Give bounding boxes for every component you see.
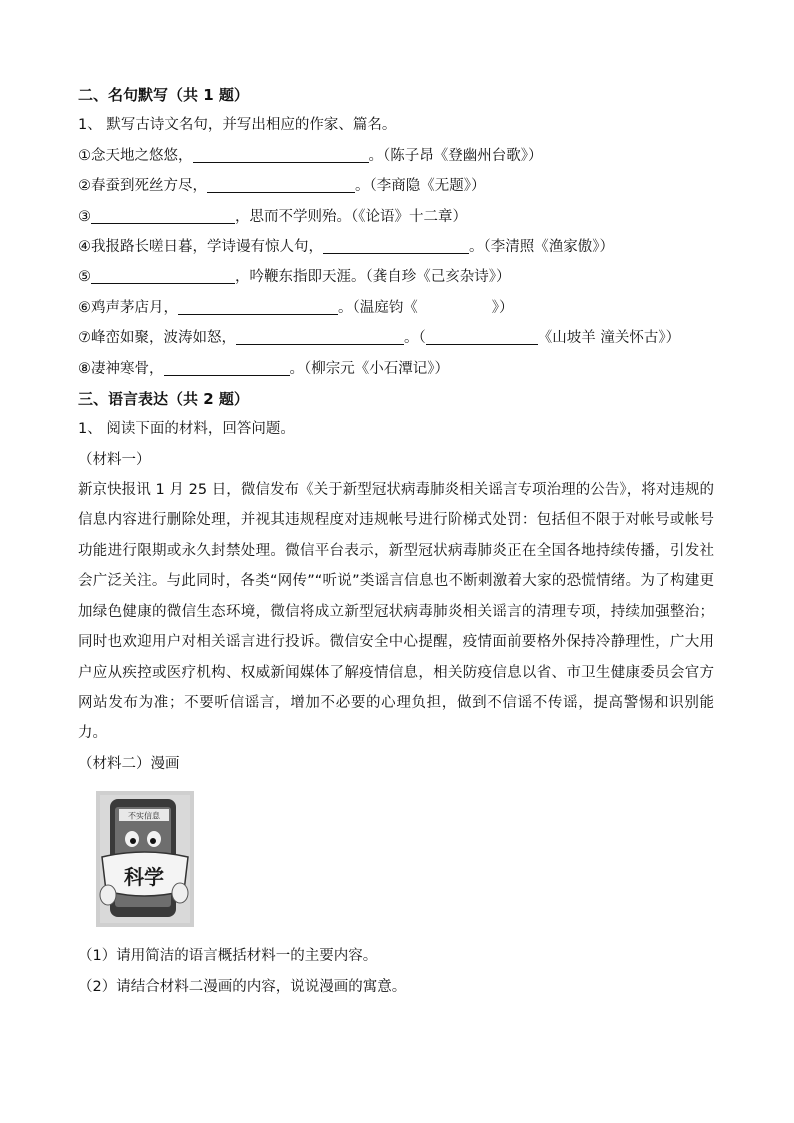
- comic-drawing: [96, 791, 194, 927]
- fill-item-7: ⑦峰峦如聚，波涛如怒， 。（ 《山坡羊 潼关怀古》）: [78, 323, 728, 353]
- fill-item-5: ⑤ ，吟鞭东指即天涯。（龚自珍《己亥杂诗》）: [78, 262, 728, 292]
- answer-blank-1[interactable]: [193, 145, 369, 163]
- document-page: [78, 80, 728, 1002]
- fill-item-2: ②春蚕到死丝方尽， 。（李商隐《无题》）: [78, 171, 728, 201]
- fill-item-8: ⑧凄神寒骨， 。（柳宗元《小石潭记》）: [78, 354, 728, 384]
- answer-blank-6[interactable]: [178, 297, 338, 315]
- mask-text: 科学: [124, 865, 164, 890]
- question-1-prompt: 1、 默写古诗文名句，并写出相应的作家、篇名。: [78, 117, 397, 134]
- answer-blank-2[interactable]: [207, 175, 355, 193]
- answer-blank-7[interactable]: [236, 327, 404, 345]
- reading-question-prompt: 1、 阅读下面的材料，回答问题。: [78, 421, 295, 438]
- answer-blank-8[interactable]: [164, 358, 290, 376]
- fill-item-1: ①念天地之悠悠， 。（陈子昂《登幽州台歌》）: [78, 141, 728, 171]
- material-1-label: （材料一）: [78, 451, 151, 468]
- author-blank-7[interactable]: [426, 327, 538, 345]
- fill-item-3: ③ ，思而不学则殆。（《论语》十二章）: [78, 202, 728, 232]
- answer-blank-4[interactable]: [323, 236, 469, 254]
- fill-item-4: ④我报路长嗟日暮，学诗谩有惊人句， 。（李清照《渔家傲》）: [78, 232, 728, 262]
- material-1-text: 新京快报讯 1 月 25 日，微信发布《关于新型冠状病毒肺炎相关谣言专项治理的公告》，将对违规的信息内容进行删除处理，并视其违规程度对违规帐号进行阶梯式处罚：包括但不限于对帐号或帐号功能进行限期或永久封禁处理。微信平台表示，新型冠状病毒肺炎正在全国各地持续传播，引发社会广泛关注。与此同时，各类“网传”“听说”类谣言信息也不断刺激着大家的恐慌情绪。为了构建更加绿色健康的微信生态环境，微信将成立新型冠状病毒肺炎相关谣言的清理专项，持续加强整治；同时也欢迎用户对相关谣言进行投诉。微信安全中心提醒，疫情面前要格外保持冷静理性，广大用户应从疾控或医疗机构、权威新闻媒体了解疫情信息，相关防疫信息以省、市卫生健康委员会官方网站发布为准；不要听信谣言，增加不必要的心理负担，做到不信谣不传谣，提高警惕和识别能力。: [78, 482, 714, 742]
- answer-blank-3[interactable]: [91, 206, 235, 224]
- material-2-label: （材料二）漫画: [78, 755, 180, 772]
- section3-heading: 三、语言表达（共 2 题）: [78, 389, 249, 408]
- comic-illustration: [96, 791, 194, 927]
- sub-question-1: （1）请用简洁的语言概括材料一的主要内容。: [78, 948, 378, 965]
- sub-question-2: （2）请结合材料二漫画的内容，说说漫画的寓意。: [78, 978, 407, 995]
- section2-heading: 二、名句默写（共 1 题）: [78, 86, 249, 104]
- answer-blank-5[interactable]: [91, 266, 235, 284]
- fill-item-6: ⑥鸡声茅店月， 。（温庭钧《 》）: [78, 293, 728, 323]
- screen-text: 不实信息: [128, 811, 160, 821]
